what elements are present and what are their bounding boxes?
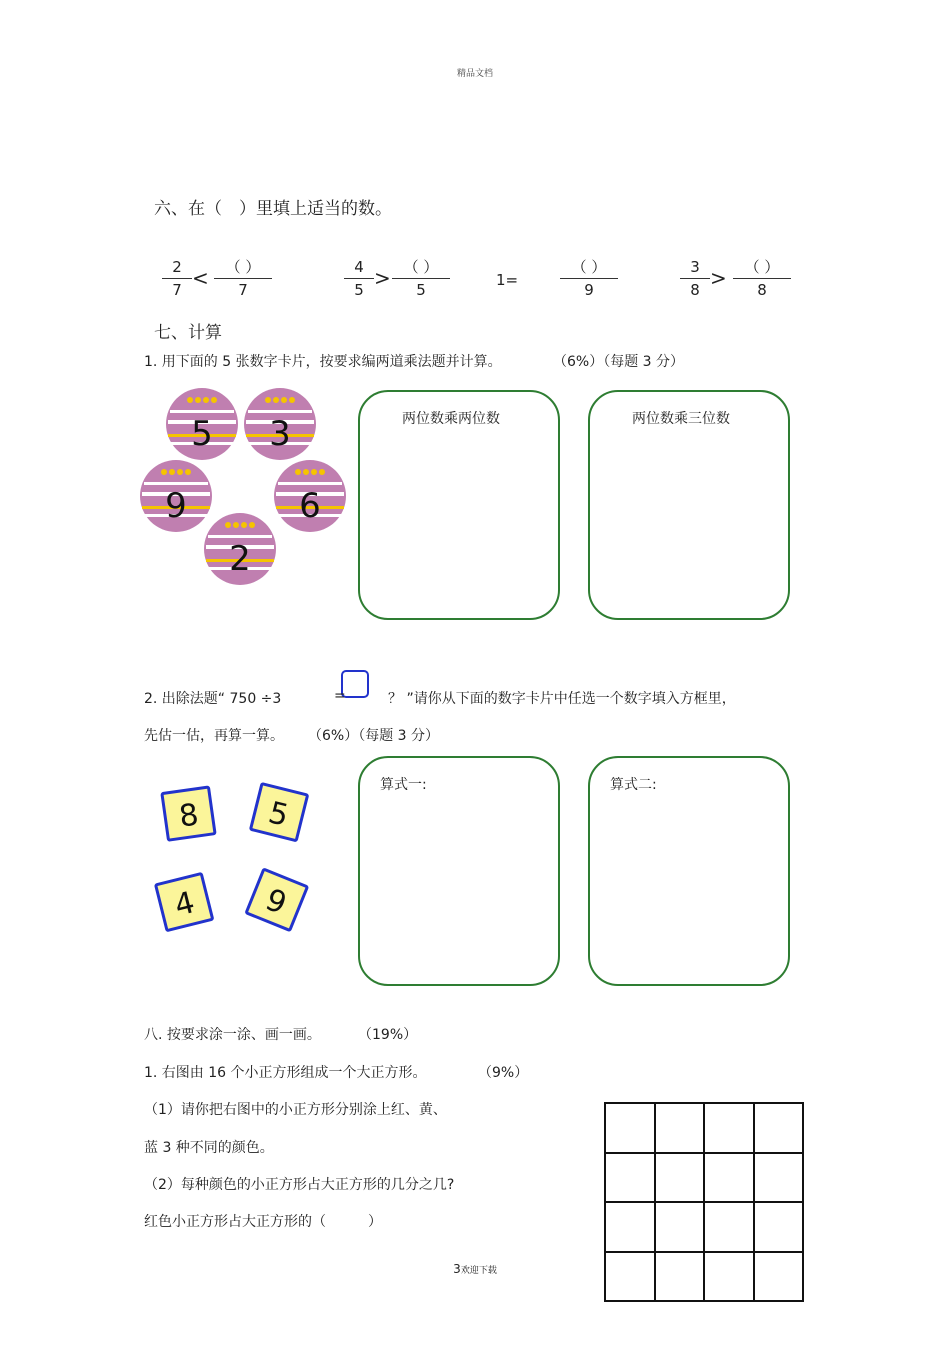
answer-box-label: 两位数乘两位数 <box>402 411 500 427</box>
answer-box-label: 算式一: <box>380 777 427 793</box>
q1-score: （6%）（每题 3 分） <box>553 354 685 370</box>
q2-text-c: ？ ”请你从下面的数字卡片中任选一个数字填入方框里， <box>388 691 736 707</box>
fraction-4-right: （ ） 8 <box>733 258 791 299</box>
grid-cell[interactable] <box>605 1252 655 1302</box>
card-number: 9 <box>260 882 292 922</box>
ball-card <box>164 386 240 462</box>
grid-cell[interactable] <box>704 1103 754 1153</box>
answer-box-formula-2[interactable] <box>588 756 790 986</box>
less-than-sign: < <box>192 266 209 290</box>
s8-sub1b: 蓝 3 种不同的颜色。 <box>144 1140 274 1156</box>
ball-card <box>202 511 278 587</box>
card-number: 6 <box>299 486 321 526</box>
card-number: 4 <box>171 885 199 924</box>
ball-card <box>242 386 318 462</box>
number-note-card <box>241 867 317 943</box>
greater-than-sign: > <box>374 266 391 290</box>
card-number: 3 <box>269 414 291 454</box>
answer-box-2x2[interactable] <box>358 390 560 620</box>
answer-box-label: 两位数乘三位数 <box>632 411 730 427</box>
q2-line2: 先估一估，再算一算。 <box>144 728 284 744</box>
fraction-1-left: 2 7 <box>162 258 192 299</box>
q1-text: 1. 用下面的 5 张数字卡片，按要求编两道乘法题并计算。 <box>144 354 502 370</box>
page-footer <box>0 1262 950 1276</box>
footer-text: 欢迎下载 <box>460 1266 497 1276</box>
grid-cell[interactable] <box>655 1103 705 1153</box>
answer-box-formula-1[interactable] <box>358 756 560 986</box>
fraction-2-right: （ ） 5 <box>392 258 450 299</box>
grid-cell[interactable] <box>754 1202 804 1252</box>
q2-equals: = <box>334 688 346 704</box>
grid-cell[interactable] <box>605 1153 655 1203</box>
grid-cell[interactable] <box>655 1252 705 1302</box>
grid-cell[interactable] <box>704 1153 754 1203</box>
one-equals: 1= <box>496 271 519 289</box>
section8-score: （19%） <box>358 1027 418 1043</box>
card-number: 9 <box>165 486 187 526</box>
section6-title: 六、在（ ）里填上适当的数。 <box>154 199 392 219</box>
grid-cell[interactable] <box>704 1252 754 1302</box>
q2-score: （6%）（每题 3 分） <box>308 728 440 744</box>
grid-cell[interactable] <box>704 1202 754 1252</box>
section7-title: 七、计算 <box>154 323 222 343</box>
answer-box-2x3[interactable] <box>588 390 790 620</box>
page-header: 精品文档 <box>456 69 493 79</box>
s8-sub2: （2）每种颜色的小正方形占大正方形的几分之几? <box>144 1177 455 1193</box>
grid-cell[interactable] <box>605 1202 655 1252</box>
ball-card <box>272 458 348 534</box>
grid-cell[interactable] <box>655 1202 705 1252</box>
grid-cell[interactable] <box>754 1153 804 1203</box>
section8-title: 八. 按要求涂一涂、画一画。 <box>144 1027 321 1043</box>
number-note-card <box>247 782 317 852</box>
fraction-1-right: （ ） 7 <box>214 258 272 299</box>
card-number: 5 <box>191 414 213 454</box>
grid-cell[interactable] <box>655 1153 705 1203</box>
card-number: 5 <box>264 795 292 834</box>
grid-cell[interactable] <box>605 1103 655 1153</box>
greater-than-sign: > <box>710 266 727 290</box>
card-number: 2 <box>229 539 251 579</box>
fraction-4-left: 3 8 <box>680 258 710 299</box>
s8-q1-text: 1. 右图由 16 个小正方形组成一个大正方形。 <box>144 1065 427 1081</box>
q2-text-a: 2. 出除法题“ 750 ÷3 <box>144 691 282 707</box>
number-note-card <box>160 784 226 850</box>
s8-sub3: 红色小正方形占大正方形的（ ） <box>144 1214 382 1230</box>
grid-cell[interactable] <box>754 1252 804 1302</box>
fraction-3: （ ） 9 <box>560 258 618 299</box>
s8-q1-score: （9%） <box>478 1065 529 1081</box>
number-note-card <box>154 870 224 940</box>
grid-cell[interactable] <box>754 1103 804 1153</box>
fraction-2-left: 4 5 <box>344 258 374 299</box>
card-number: 8 <box>176 797 201 835</box>
s8-sub1a: （1）请你把右图中的小正方形分别涂上红、黄、 <box>144 1102 447 1118</box>
page-number: 3 <box>453 1262 461 1276</box>
answer-box-label: 算式二: <box>610 777 657 793</box>
